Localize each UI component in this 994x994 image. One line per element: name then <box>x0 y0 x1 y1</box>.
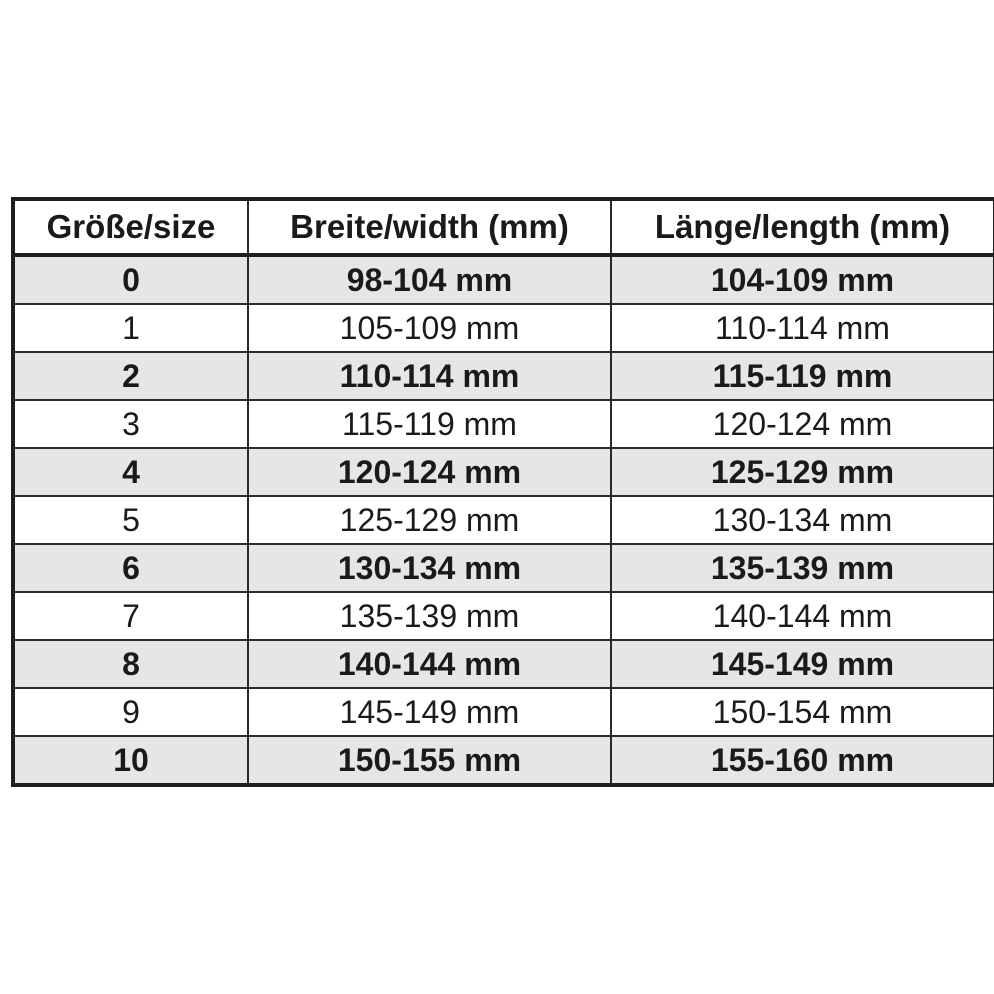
cell-width: 110-114 mm <box>248 352 611 400</box>
cell-size: 7 <box>13 592 248 640</box>
cell-size: 1 <box>13 304 248 352</box>
table-header-row <box>13 199 994 255</box>
size-chart-table <box>11 197 994 787</box>
table-row <box>13 688 994 736</box>
header-length: Länge/length (mm) <box>611 199 994 255</box>
cell-length: 104-109 mm <box>611 255 994 304</box>
table-row <box>13 544 994 592</box>
table-row <box>13 592 994 640</box>
table-row <box>13 400 994 448</box>
cell-size: 5 <box>13 496 248 544</box>
cell-size: 10 <box>13 736 248 785</box>
table-row <box>13 448 994 496</box>
cell-width: 130-134 mm <box>248 544 611 592</box>
cell-width: 135-139 mm <box>248 592 611 640</box>
cell-size: 0 <box>13 255 248 304</box>
table-row <box>13 640 994 688</box>
table-row <box>13 255 994 304</box>
cell-size: 4 <box>13 448 248 496</box>
cell-size: 2 <box>13 352 248 400</box>
cell-length: 110-114 mm <box>611 304 994 352</box>
cell-length: 140-144 mm <box>611 592 994 640</box>
table-row <box>13 304 994 352</box>
cell-width: 115-119 mm <box>248 400 611 448</box>
cell-width: 140-144 mm <box>248 640 611 688</box>
table-row <box>13 352 994 400</box>
header-size: Größe/size <box>13 199 248 255</box>
cell-width: 150-155 mm <box>248 736 611 785</box>
cell-width: 98-104 mm <box>248 255 611 304</box>
header-width: Breite/width (mm) <box>248 199 611 255</box>
cell-size: 3 <box>13 400 248 448</box>
cell-size: 9 <box>13 688 248 736</box>
cell-length: 130-134 mm <box>611 496 994 544</box>
cell-width: 145-149 mm <box>248 688 611 736</box>
cell-length: 115-119 mm <box>611 352 994 400</box>
cell-length: 150-154 mm <box>611 688 994 736</box>
cell-length: 125-129 mm <box>611 448 994 496</box>
cell-width: 120-124 mm <box>248 448 611 496</box>
cell-length: 120-124 mm <box>611 400 994 448</box>
cell-size: 6 <box>13 544 248 592</box>
cell-size: 8 <box>13 640 248 688</box>
table-row <box>13 736 994 785</box>
cell-length: 145-149 mm <box>611 640 994 688</box>
cell-width: 125-129 mm <box>248 496 611 544</box>
cell-length: 155-160 mm <box>611 736 994 785</box>
cell-width: 105-109 mm <box>248 304 611 352</box>
cell-length: 135-139 mm <box>611 544 994 592</box>
table-row <box>13 496 994 544</box>
